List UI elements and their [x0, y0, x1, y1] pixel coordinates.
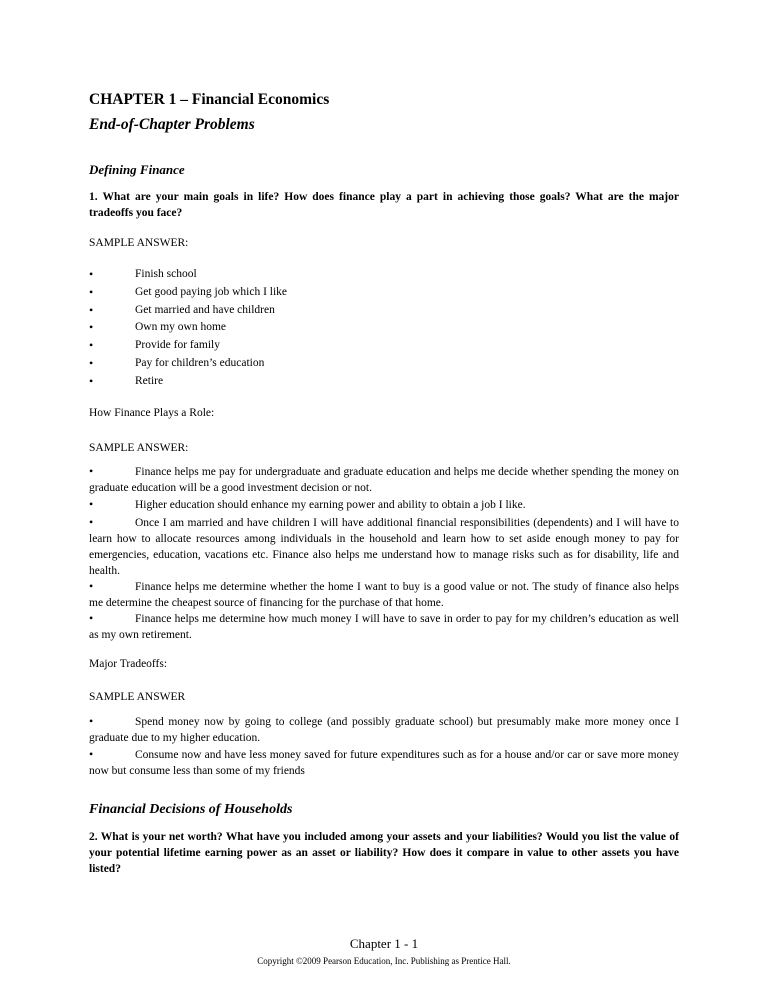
bullet-icon: •	[89, 464, 94, 478]
bullet-icon: •	[89, 320, 94, 335]
bullet-icon: •	[89, 338, 94, 353]
list-item: • Higher education should enhance my earning power and ability to obtain a job I like.	[89, 497, 526, 511]
list-item: • Finance helps me determine how much money I will have to save in order to pay for my children’s education as well as my own retirement.	[89, 611, 679, 641]
sample-answer-label: SAMPLE ANSWER:	[89, 237, 189, 249]
bullet-icon: •	[89, 747, 94, 761]
chapter-title: CHAPTER 1 – Financial Economics	[89, 91, 330, 108]
bullet-icon: •	[89, 515, 94, 529]
list-item: • Spend money now by going to college (and possibly graduate school) but presumably make more money once I graduate due to my higher education.	[89, 714, 679, 744]
chapter-subtitle: End-of-Chapter Problems	[89, 116, 255, 133]
bullet-icon: •	[89, 373, 94, 388]
bullet-icon: •	[89, 302, 94, 317]
sample-answer-label: SAMPLE ANSWER	[89, 691, 186, 703]
bullet-icon: •	[89, 579, 94, 593]
how-finance-label: How Finance Plays a Role:	[89, 407, 215, 419]
page-number: Chapter 1 - 1	[349, 936, 419, 951]
list-item: • Consume now and have less money saved for future expenditures such as for a house and/or car or save more money now but consume less than some of my friends	[89, 747, 679, 777]
bullet-icon: •	[89, 714, 94, 728]
bullet-icon: •	[89, 267, 94, 281]
bullet-icon: •	[89, 611, 94, 625]
question-1: 1. What are your main goals in life? How does finance play a part in achieving those goals? What are the major tradeoffs you face?	[89, 191, 679, 219]
major-tradeoffs-label: Major Tradeoffs:	[89, 658, 168, 670]
bullet-icon: •	[89, 355, 94, 370]
bullet-icon: •	[89, 497, 94, 511]
list-item: • Finance helps me determine whether the home I want to buy is a good value or not. The study of finance also helps me determine the cheapest source of financing for the purchase of that home.	[89, 579, 679, 609]
copyright-notice: Copyright ©2009 Pearson Education, Inc. Publishing as Prentice Hall.	[257, 956, 511, 966]
sample-answer-label: SAMPLE ANSWER:	[89, 442, 189, 454]
section-heading-household-decisions: Financial Decisions of Households	[89, 802, 293, 817]
list-item: • Finance helps me pay for undergraduate and graduate education and helps me decide whether spending the money on graduate education will be a good investment decision or not.	[89, 464, 679, 494]
question-2: 2. What is your net worth? What have you included among your assets and your liabilities? Would you list the value of your potential lifetime earning power as an asset or liability? How does it compare in value to other assets you have listed?	[89, 831, 679, 875]
bullet-icon: •	[89, 284, 94, 299]
list-item: • Once I am married and have children I will have additional financial responsibilities (dependents) and I will have to learn how to allocate resources among individuals in the household and learn how to set aside enough money to pay for emergencies, education, vacations etc. Finance also helps me understand how to manage risks such as for disability, life and health.	[89, 515, 679, 577]
section-heading-defining-finance: Defining Finance	[89, 162, 185, 177]
